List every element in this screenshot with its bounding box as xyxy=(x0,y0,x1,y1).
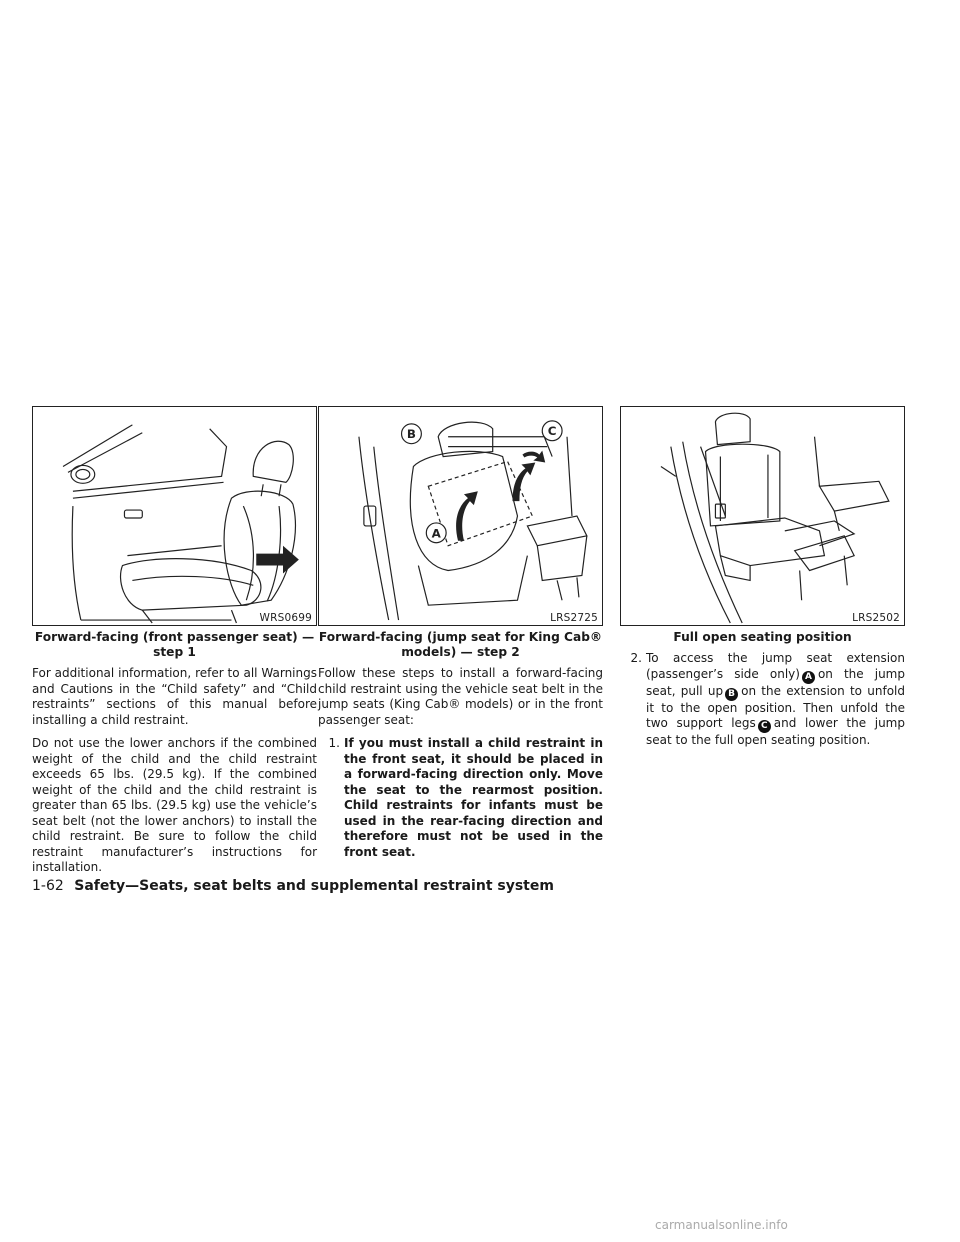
label-b: B xyxy=(406,427,416,442)
label-c: C xyxy=(547,424,557,439)
marker-a-icon: A xyxy=(802,671,815,684)
figure-jump-seat xyxy=(318,406,603,626)
marker-b-icon: B xyxy=(725,688,738,701)
label-a: A xyxy=(431,526,441,541)
figure-code: WRS0699 xyxy=(259,612,312,624)
step-1: 1. If you must install a child restraint in the front seat, it should be placed in a forward-facing direction only. Move the seat to the rearmost position. Child restraints for infants must be used in the rear-facing direction and therefore must not be used in the front seat. xyxy=(328,736,603,859)
figure-code: LRS2725 xyxy=(550,612,598,624)
watermark: carmanualsonline.info xyxy=(655,1218,788,1232)
step-2: 2. To access the jump seat extension (passenger’s side only) A on the jump seat, pull up B on the extension to unfold it to the open position. Then unfold the two support legs C and lower the jump seat to the full open seating position. xyxy=(630,651,905,747)
figure-code: LRS2502 xyxy=(852,612,900,624)
column-1 xyxy=(32,406,317,884)
figure-front-passenger-seat xyxy=(32,406,317,626)
figure-full-open-seat xyxy=(620,406,905,626)
illustration-front-seat xyxy=(33,407,316,625)
figure-caption: Forward-facing (front passenger seat) — step 1 xyxy=(34,630,315,659)
page-number: 1-62 xyxy=(32,878,64,894)
page-footer xyxy=(32,878,554,894)
figure-caption: Forward-facing (jump seat for King Cab® models) — step 2 xyxy=(318,630,603,659)
paragraph-intro: Follow these steps to install a forward-facing child restraint using the vehicle seat belt in the jump seats (King Cab® models) or in the front passenger seat: xyxy=(318,666,603,727)
marker-c-icon: C xyxy=(758,720,771,733)
column-3 xyxy=(620,406,905,749)
paragraph-lower-anchors: Do not use the lower anchors if the combined weight of the child and the child restraint exceeds 65 lbs. (29.5 kg). If the combined weight of the child and the child restraint is greater than 65 lbs. (29.5 kg) use the vehicle’s seat belt (not the lower anchors) to install the child restraint. Be sure to follow the child restraint manufacturer’s instructions for installation. xyxy=(32,736,317,874)
column-2 xyxy=(318,406,603,860)
figure-caption: Full open seating position xyxy=(673,630,852,644)
illustration-full-open-seat xyxy=(621,407,904,625)
illustration-jump-seat xyxy=(319,407,602,625)
paragraph-additional-info: For additional information, refer to all Warnings and Cautions in the “Child safety” and “Child restraints” sections of this manual before installing a child restraint. xyxy=(32,666,317,727)
section-title: Safety—Seats, seat belts and supplemental restraint system xyxy=(74,878,554,894)
